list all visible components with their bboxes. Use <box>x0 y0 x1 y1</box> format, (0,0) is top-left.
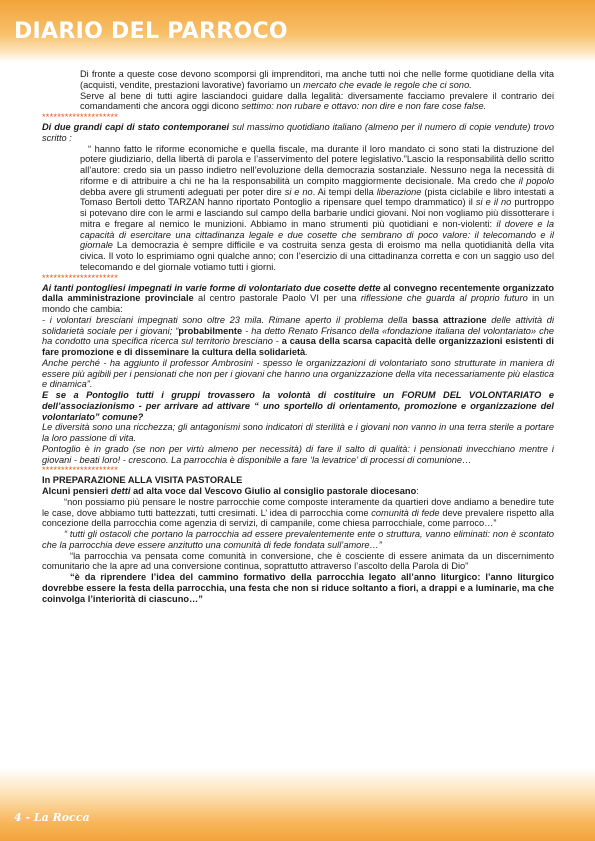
text-bold: a causa della scarsa capacità delle organizzazioni esistenti di fare promozione e di disseminare la cultura della solidarietà <box>42 336 554 357</box>
text-italic: mercato che evade le regole che ci sono. <box>303 79 472 90</box>
text: Serve al bene di tutti agire lasciandoci guidare dalla legalità: diversamente facciamo prevalere il contrario dei comandamenti che ancora oggi dicono <box>80 90 554 112</box>
paragraph: Le diversità sono una ricchezza; gli antagonismi sono indicatori di sterilità e i giovani non vanno in una terra sterile a portare la loro passione di vita. <box>42 422 554 443</box>
paragraph: Pontoglio è in grado (se non per virtù almeno per necessità) di fare il salto di qualità: i pensionati invecchiano mentre i giovani - beati loro! - crescono. La parrocchia è disponibile a fare ‘la levatrice’ di processi di comunione… <box>42 443 554 465</box>
text: - i volontari bresciani impegnati sono oltre 23 mila. Rimane aperto il problema della <box>42 314 413 325</box>
paragraph <box>42 486 554 497</box>
text-bold: al convegno recentemente organizzato dalla amministrazione provinciale <box>42 282 554 304</box>
text-bold: probabilmente <box>178 325 243 336</box>
text-italic: settimo: non rubare e ottavo: non dire e non fare cose false. <box>241 101 487 112</box>
text-bold: ad alta voce dal Vescovo Giulio al consiglio pastorale diocesano <box>130 486 417 496</box>
text: - ha detto Renato Frisanco della «fondazione italiana del volontariato» che ha condotto una specifica ricerca sul territorio bresciano - <box>42 325 554 347</box>
text-italic: liberazione <box>376 186 422 197</box>
separator-stars: ******************** <box>42 112 118 122</box>
article-body <box>42 69 554 604</box>
paragraph <box>42 122 554 144</box>
paragraph <box>42 91 554 113</box>
separator-stars: ******************** <box>42 272 118 283</box>
separator-stars: ******************** <box>42 465 118 476</box>
text: “non possiamo più pensare le nostre parrocchie come composte interamente da quartieri dove andiamo a benedire tute le case, dove abbiamo tutti battezzati, tutti cresimati. L’ idea di parrocchia come <box>42 496 554 518</box>
text: (pista ciclabile e libro intestati a Tomaso Bertoli detto TARZAN hanno riportato Pontoglio a ripensare quel tempo drammatico) il <box>80 186 554 208</box>
text-italic: riflessione che guarda al proprio futuro <box>360 293 528 304</box>
text-italic: si e il no <box>475 197 512 208</box>
text: La democrazia è sempre difficile e va costruita senza gesta di eroismo ma nella quotidianità della vita civica. Il voto lo esprimiamo ogni qualche anno; con l’esercizio di una cittadinanza corretta e con un saggio uso del telecomando e del giornale votiamo tutti i giorni. <box>80 240 554 272</box>
paragraph: Anche perché - ha aggiunto il professor Ambrosini - spesso le organizzazioni di volontariato sono strutturate in maniera di essere più agibili per i pensionati che non per i giovani che hanno una organizzazione della vita necessariamente più elastica e dinamica”. <box>42 357 554 390</box>
text-italic: il popolo <box>518 175 554 186</box>
page-number: 4 - La Rocca <box>14 811 90 824</box>
paragraph <box>42 69 554 91</box>
text: purtroppo si potevano dire con le armi e lasciando sul campo della barbarie undici giovani. Noi non vogliamo più dissotterare i mitra e fregare al nemico le munizioni. Abbiamo in mano strumenti più quotidiani e non-violenti: <box>80 197 554 229</box>
quote-paragraph <box>42 144 554 273</box>
text: debba avere gli strumenti adeguati per poter dire <box>80 186 285 197</box>
text-italic: comunità di fede <box>371 507 440 518</box>
text-bold: bassa attrazione <box>412 314 487 325</box>
lead-bold: Ai tanti pontogliesi impegnati in varie forme di volontariato due cosette dette <box>42 282 381 293</box>
quote-paragraph <box>42 497 554 529</box>
quote-paragraph: “la parrocchia va pensata come comunità in conversione, che è cosciente di essere animata da un discernimento comunitario che la apre ad una conversione continua, soprattutto attraverso l’ascolto della Parola di Dio” <box>42 550 554 572</box>
text: “ hanno fatto le riforme economiche e quella fiscale, ma durante il loro mandato ci sono stati la distruzione del potere giudiziario, della libertà di parola e l’asservimento del potere legislativo.”Lascio la responsabilità dello scritto all’autore: credo sia un passo indietro nell’evoluzione della democrazia sostanziale. Nessuno nega la necessità di riforme e di attribuire a chi ne ha la responsabilità un compito maggiormente decisionale. Ma credo che <box>80 143 554 186</box>
text-italic: sul massimo quotidiano italiano (almeno per il numero di copie vendute) trovo scritto : <box>42 122 554 143</box>
text-bold-italic: detti <box>110 486 131 496</box>
paragraph: E se a Pontoglio tutti i gruppi trovassero la volontà di costituire un FORUM DEL VOLONTARIATO e dell’associazionismo - per arrivare ad attivare “ uno sportello di orientamento, promozione e organizzazione del volontariato” comune? <box>42 390 554 422</box>
text: . <box>305 347 308 357</box>
lead-bold: Di due grandi capi di stato contemporanei <box>42 122 230 132</box>
text-bold: Alcuni pensieri <box>42 486 111 496</box>
section-heading: In PREPARAZIONE ALLA VISITA PASTORALE <box>42 475 243 486</box>
page-footer-band <box>0 768 595 841</box>
paragraph <box>42 315 554 358</box>
paragraph <box>42 283 554 315</box>
text: Di fronte a queste cose devono scomporsi gli imprenditori, ma anche tutti noi che nelle forme quotidiane della vita (acquisti, vendite, prestazioni lavorative) favoriamo un <box>80 69 554 90</box>
text: : <box>416 486 419 496</box>
quote-paragraph: “ tutti gli ostacoli che portano la parrocchia ad essere prevalentemente ente o struttura, vanno eliminati: non è scontato che la parrocchia deve essere anzitutto una comunità di fede fondata sull’amore…” <box>42 529 554 550</box>
text: al centro pastorale Paolo VI per una <box>193 293 361 304</box>
text: . Ai tempi della <box>312 186 377 197</box>
text: delle attività di solidarietà sociale per i giovani; “ <box>42 314 554 336</box>
quote-paragraph: “è da riprendere l’idea del cammino formativo della parrocchia legato all’anno liturgico: l’anno liturgico dovrebbe essere la festa della parrocchia, una festa che non si riduce soltanto a fiori, a drappi e a luminarie, ma che coinvolga l’interiorità di ciascuno…” <box>42 572 554 604</box>
text: deve prevalere rispetto alla concezione della parrocchia come agenzia di servizi, di campanile, come chiesa parrocchiale, come parroco…” <box>42 507 554 529</box>
text: in un mondo che cambia: <box>42 293 554 314</box>
section-title: DIARIO DEL PARROCO <box>14 19 288 44</box>
text-italic: il dovere e la capacità di esercitare una cittadinanza legale e due cosette che sembrano di poco valore: il telecomando e il giornale <box>80 218 554 251</box>
text-italic: si e no <box>284 186 313 197</box>
